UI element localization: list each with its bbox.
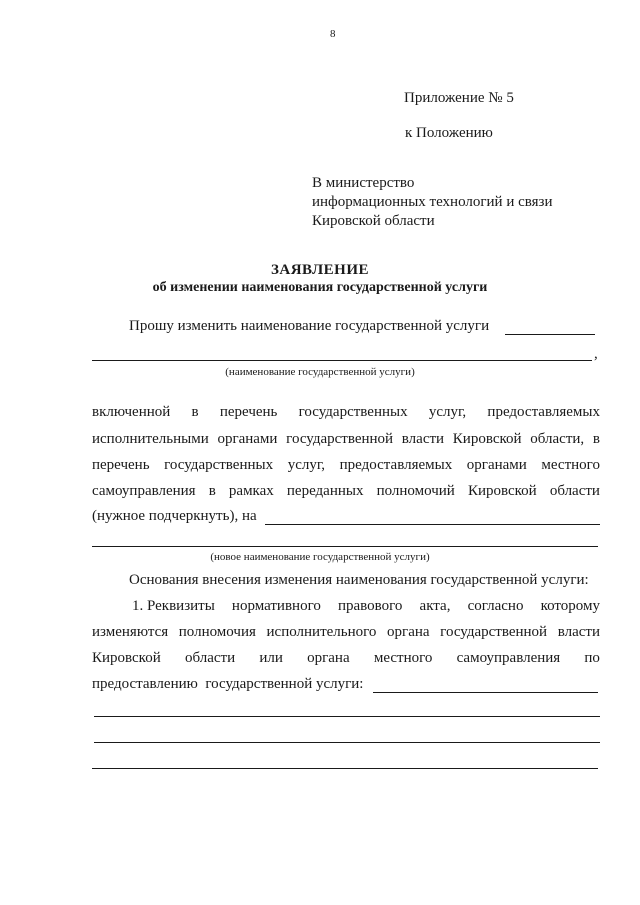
word: органа: [307, 650, 350, 666]
grounds-line-4: [92, 676, 598, 693]
word: органа: [387, 624, 430, 640]
request-intro-text: Прошу изменить наименование государственной услуги: [129, 318, 490, 334]
word: услуг,: [287, 457, 326, 473]
recipient-line-1: В министерство: [312, 175, 415, 191]
annex-to-regulation: к Положению: [405, 125, 493, 141]
request-intro-row: [129, 318, 595, 335]
word: переданных: [286, 483, 364, 499]
choose-underline-text: (нужное подчеркнуть), на: [92, 508, 257, 524]
new-name-blank-1: [265, 510, 600, 525]
word: власти: [557, 624, 600, 640]
word: самоуправления: [92, 483, 196, 499]
word: самоуправления: [456, 650, 561, 666]
body-line-5: [92, 508, 600, 525]
word: в: [191, 404, 199, 420]
legal-act-blank-2: [94, 716, 600, 717]
word: услуг,: [428, 404, 467, 420]
word: или: [259, 650, 283, 666]
body-line-2: [92, 431, 600, 448]
word: которому: [540, 598, 600, 614]
body-line-3: [92, 457, 600, 474]
word: области: [549, 483, 600, 499]
current-name-blank-1: [505, 320, 595, 335]
word: местного: [541, 457, 600, 473]
word: Кировской: [467, 483, 537, 499]
word: 1. Реквизиты: [132, 598, 215, 614]
word: органами: [466, 457, 527, 473]
service-provision-text: предоставлению государственной услуги:: [92, 676, 364, 692]
word: полномочий: [376, 483, 455, 499]
annex-number: Приложение № 5: [404, 90, 514, 106]
word: Кировской: [92, 650, 161, 666]
word: государственных: [164, 457, 274, 473]
word: государственных: [298, 404, 408, 420]
legal-act-blank-4: [92, 768, 598, 769]
grounds-heading: Основания внесения изменения наименования государственной услуги:: [129, 572, 589, 588]
word: включенной: [92, 404, 171, 420]
legal-act-blank-1: [373, 678, 598, 693]
word: в: [208, 483, 216, 499]
word: рамках: [228, 483, 274, 499]
word: исполнительного: [266, 624, 377, 640]
grounds-line-2: [92, 624, 600, 641]
recipient-line-2: информационных технологий и связи: [312, 194, 553, 210]
word: нормативного: [231, 598, 321, 614]
caption-new-name: (новое наименование государственной услуги): [210, 551, 430, 563]
word: области: [184, 650, 236, 666]
grounds-line-3: [92, 650, 600, 667]
word: акта,: [419, 598, 451, 614]
word: Кировской: [452, 431, 522, 447]
page-number: 8: [330, 28, 336, 40]
word: согласно: [467, 598, 524, 614]
word: государственной: [286, 431, 394, 447]
word: органами: [217, 431, 278, 447]
word: предоставляемых: [487, 404, 600, 420]
current-name-blank-2: [92, 360, 592, 361]
word: правового: [337, 598, 403, 614]
grounds-line-1: [132, 598, 600, 615]
caption-current-name: (наименование государственной услуги): [225, 366, 415, 378]
word: государственной: [440, 624, 548, 640]
document-title: ЗАЯВЛЕНИЕ: [270, 262, 370, 278]
trailing-comma: ,: [594, 346, 598, 362]
word: перечень: [92, 457, 150, 473]
word: предоставляемых: [339, 457, 453, 473]
word: перечень: [219, 404, 278, 420]
word: власти: [401, 431, 445, 447]
word: изменяются: [92, 624, 169, 640]
word: области,: [530, 431, 585, 447]
body-line-4: [92, 483, 600, 500]
word: исполнительными: [92, 431, 209, 447]
word: в: [592, 431, 600, 447]
new-name-blank-2: [92, 546, 598, 547]
word: полномочия: [178, 624, 256, 640]
word: местного: [373, 650, 433, 666]
word: по: [584, 650, 600, 666]
recipient-line-3: Кировской области: [312, 213, 435, 229]
legal-act-blank-3: [94, 742, 600, 743]
document-subtitle: об изменении наименования государственной услуги: [152, 280, 488, 295]
body-line-1: [92, 404, 600, 421]
